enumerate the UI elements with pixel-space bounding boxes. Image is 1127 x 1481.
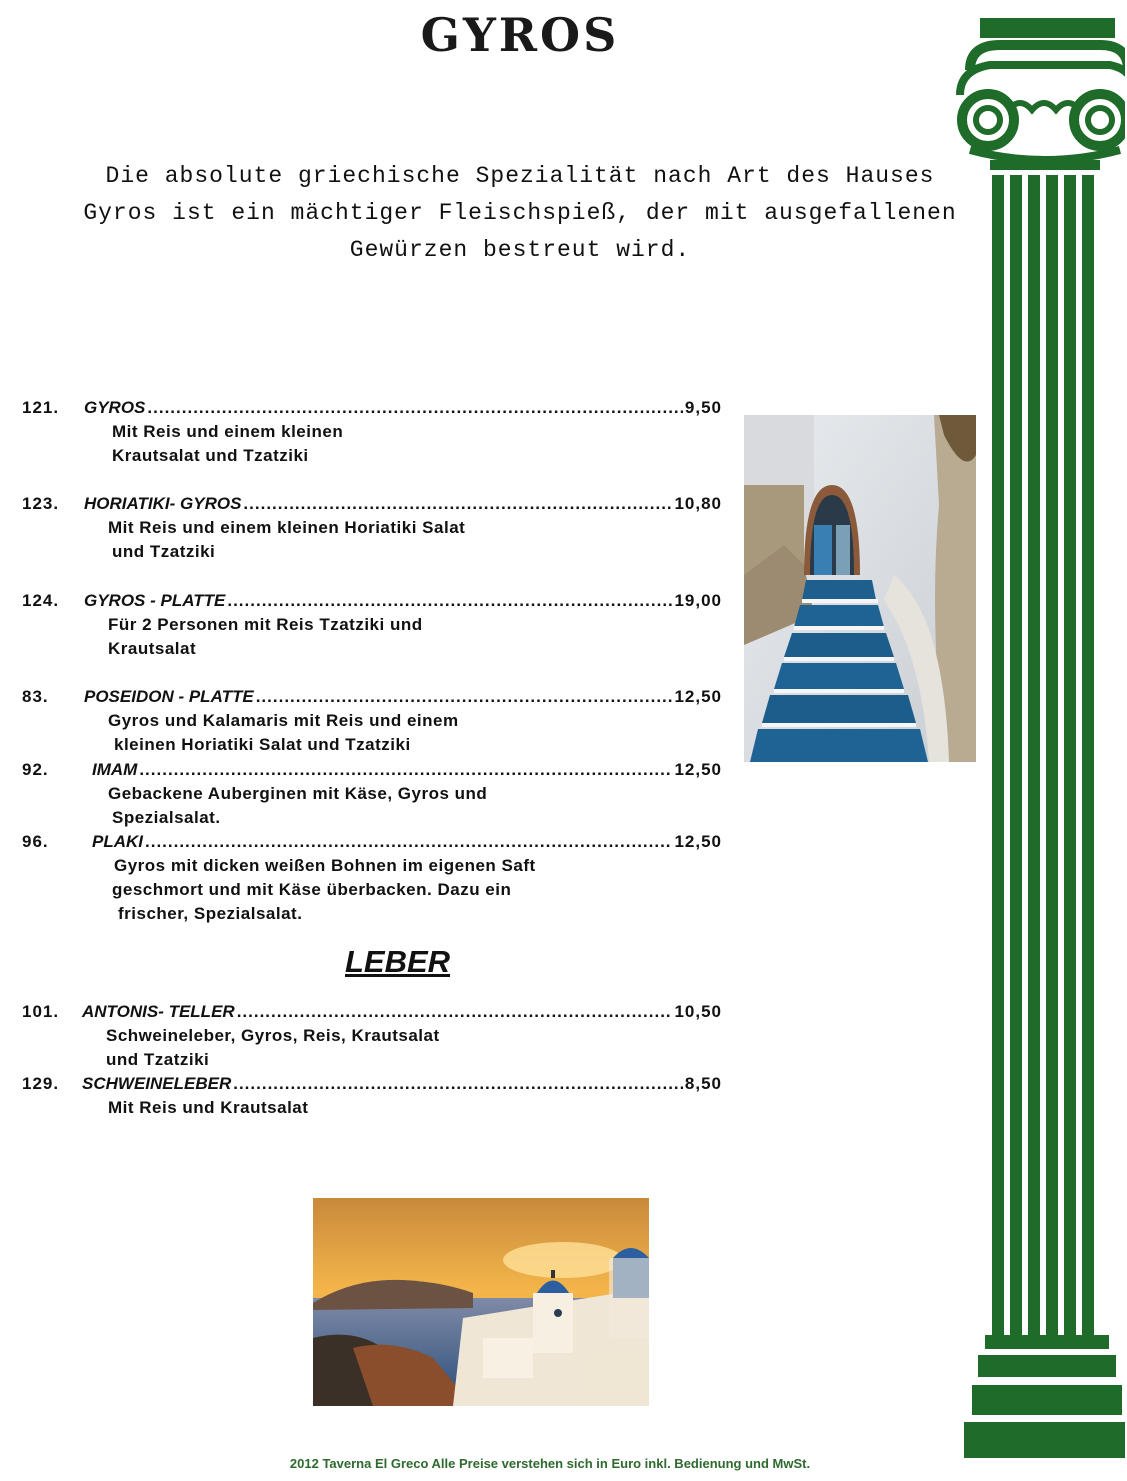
item-price: 10,80 bbox=[674, 494, 722, 513]
item-name: ANTONIS- TELLER bbox=[82, 1002, 235, 1021]
item-description: Mit Reis und Krautsalat bbox=[108, 1098, 309, 1117]
leader-dots bbox=[237, 1002, 673, 1022]
menu-item bbox=[22, 1002, 722, 1072]
intro-line: Gewürzen bestreut wird. bbox=[349, 237, 691, 263]
menu-item bbox=[22, 832, 722, 926]
item-description: Gyros mit dicken weißen Bohnen im eigenen Saft geschmort und mit Käse überbacken. Dazu ein frischer, Spezialsalat. bbox=[112, 856, 536, 923]
leader-dots bbox=[256, 687, 673, 707]
leader-dots bbox=[243, 494, 672, 514]
item-name: PLAKI bbox=[92, 832, 143, 851]
item-name: IMAM bbox=[92, 760, 138, 779]
item-description: Mit Reis und einem kleinen Krautsalat und Tzatziki bbox=[112, 422, 344, 465]
item-price: 9,50 bbox=[684, 398, 722, 417]
blue-stairs-photo bbox=[744, 415, 976, 762]
item-number: 124. bbox=[22, 591, 60, 610]
leader-dots bbox=[147, 398, 683, 418]
item-price: 12,50 bbox=[674, 760, 722, 779]
menu-item bbox=[22, 687, 722, 757]
item-price: 19,00 bbox=[674, 591, 722, 610]
leader-dots bbox=[145, 832, 672, 852]
menu-item bbox=[22, 760, 722, 830]
menu-item bbox=[22, 398, 722, 468]
intro-text bbox=[40, 158, 1000, 269]
item-name: HORIATIKI- GYROS bbox=[84, 494, 242, 513]
item-number: 123. bbox=[22, 494, 60, 513]
item-number: 83. bbox=[22, 687, 49, 706]
item-description: Mit Reis und einem kleinen Horiatiki Salat und Tzatziki bbox=[108, 518, 466, 561]
item-description: Gyros und Kalamaris mit Reis und einem kleinen Horiatiki Salat und Tzatziki bbox=[108, 711, 459, 754]
intro-line: Die absolute griechische Spezialität nach Art des Hauses bbox=[105, 163, 935, 189]
menu-item bbox=[22, 494, 722, 564]
section-title-leber: LEBER bbox=[345, 944, 451, 979]
footer-note: 2012 Taverna El Greco Alle Preise verstehen sich in Euro inkl. Bedienung und MwSt. bbox=[289, 1456, 811, 1471]
item-number: 121. bbox=[22, 398, 60, 417]
page-title: GYROS bbox=[420, 8, 620, 62]
item-number: 129. bbox=[22, 1074, 60, 1093]
item-description: Gebackene Auberginen mit Käse, Gyros und Spezialsalat. bbox=[108, 784, 488, 827]
leader-dots bbox=[227, 591, 672, 611]
item-price: 8,50 bbox=[684, 1074, 722, 1093]
item-description: Für 2 Personen mit Reis Tzatziki und Krautsalat bbox=[108, 615, 423, 658]
item-name: GYROS - PLATTE bbox=[84, 591, 226, 610]
leader-dots bbox=[233, 1074, 683, 1094]
item-number: 101. bbox=[22, 1002, 60, 1021]
menu-item bbox=[22, 591, 722, 661]
item-name: POSEIDON - PLATTE bbox=[84, 687, 254, 706]
item-price: 12,50 bbox=[674, 687, 722, 706]
item-number: 92. bbox=[22, 760, 49, 779]
intro-line: Gyros ist ein mächtiger Fleischspieß, der mit ausgefallenen bbox=[83, 200, 957, 226]
item-price: 12,50 bbox=[674, 832, 722, 851]
item-number: 96. bbox=[22, 832, 49, 851]
santorini-sunset-photo bbox=[313, 1198, 649, 1406]
item-price: 10,50 bbox=[674, 1002, 722, 1021]
greek-column-decoration bbox=[950, 10, 1125, 1475]
menu-item bbox=[22, 1074, 722, 1120]
item-name: GYROS bbox=[84, 398, 146, 417]
item-description: Schweineleber, Gyros, Reis, Krautsalat und Tzatziki bbox=[106, 1026, 440, 1069]
item-name: SCHWEINELEBER bbox=[82, 1074, 232, 1093]
leader-dots bbox=[139, 760, 672, 780]
